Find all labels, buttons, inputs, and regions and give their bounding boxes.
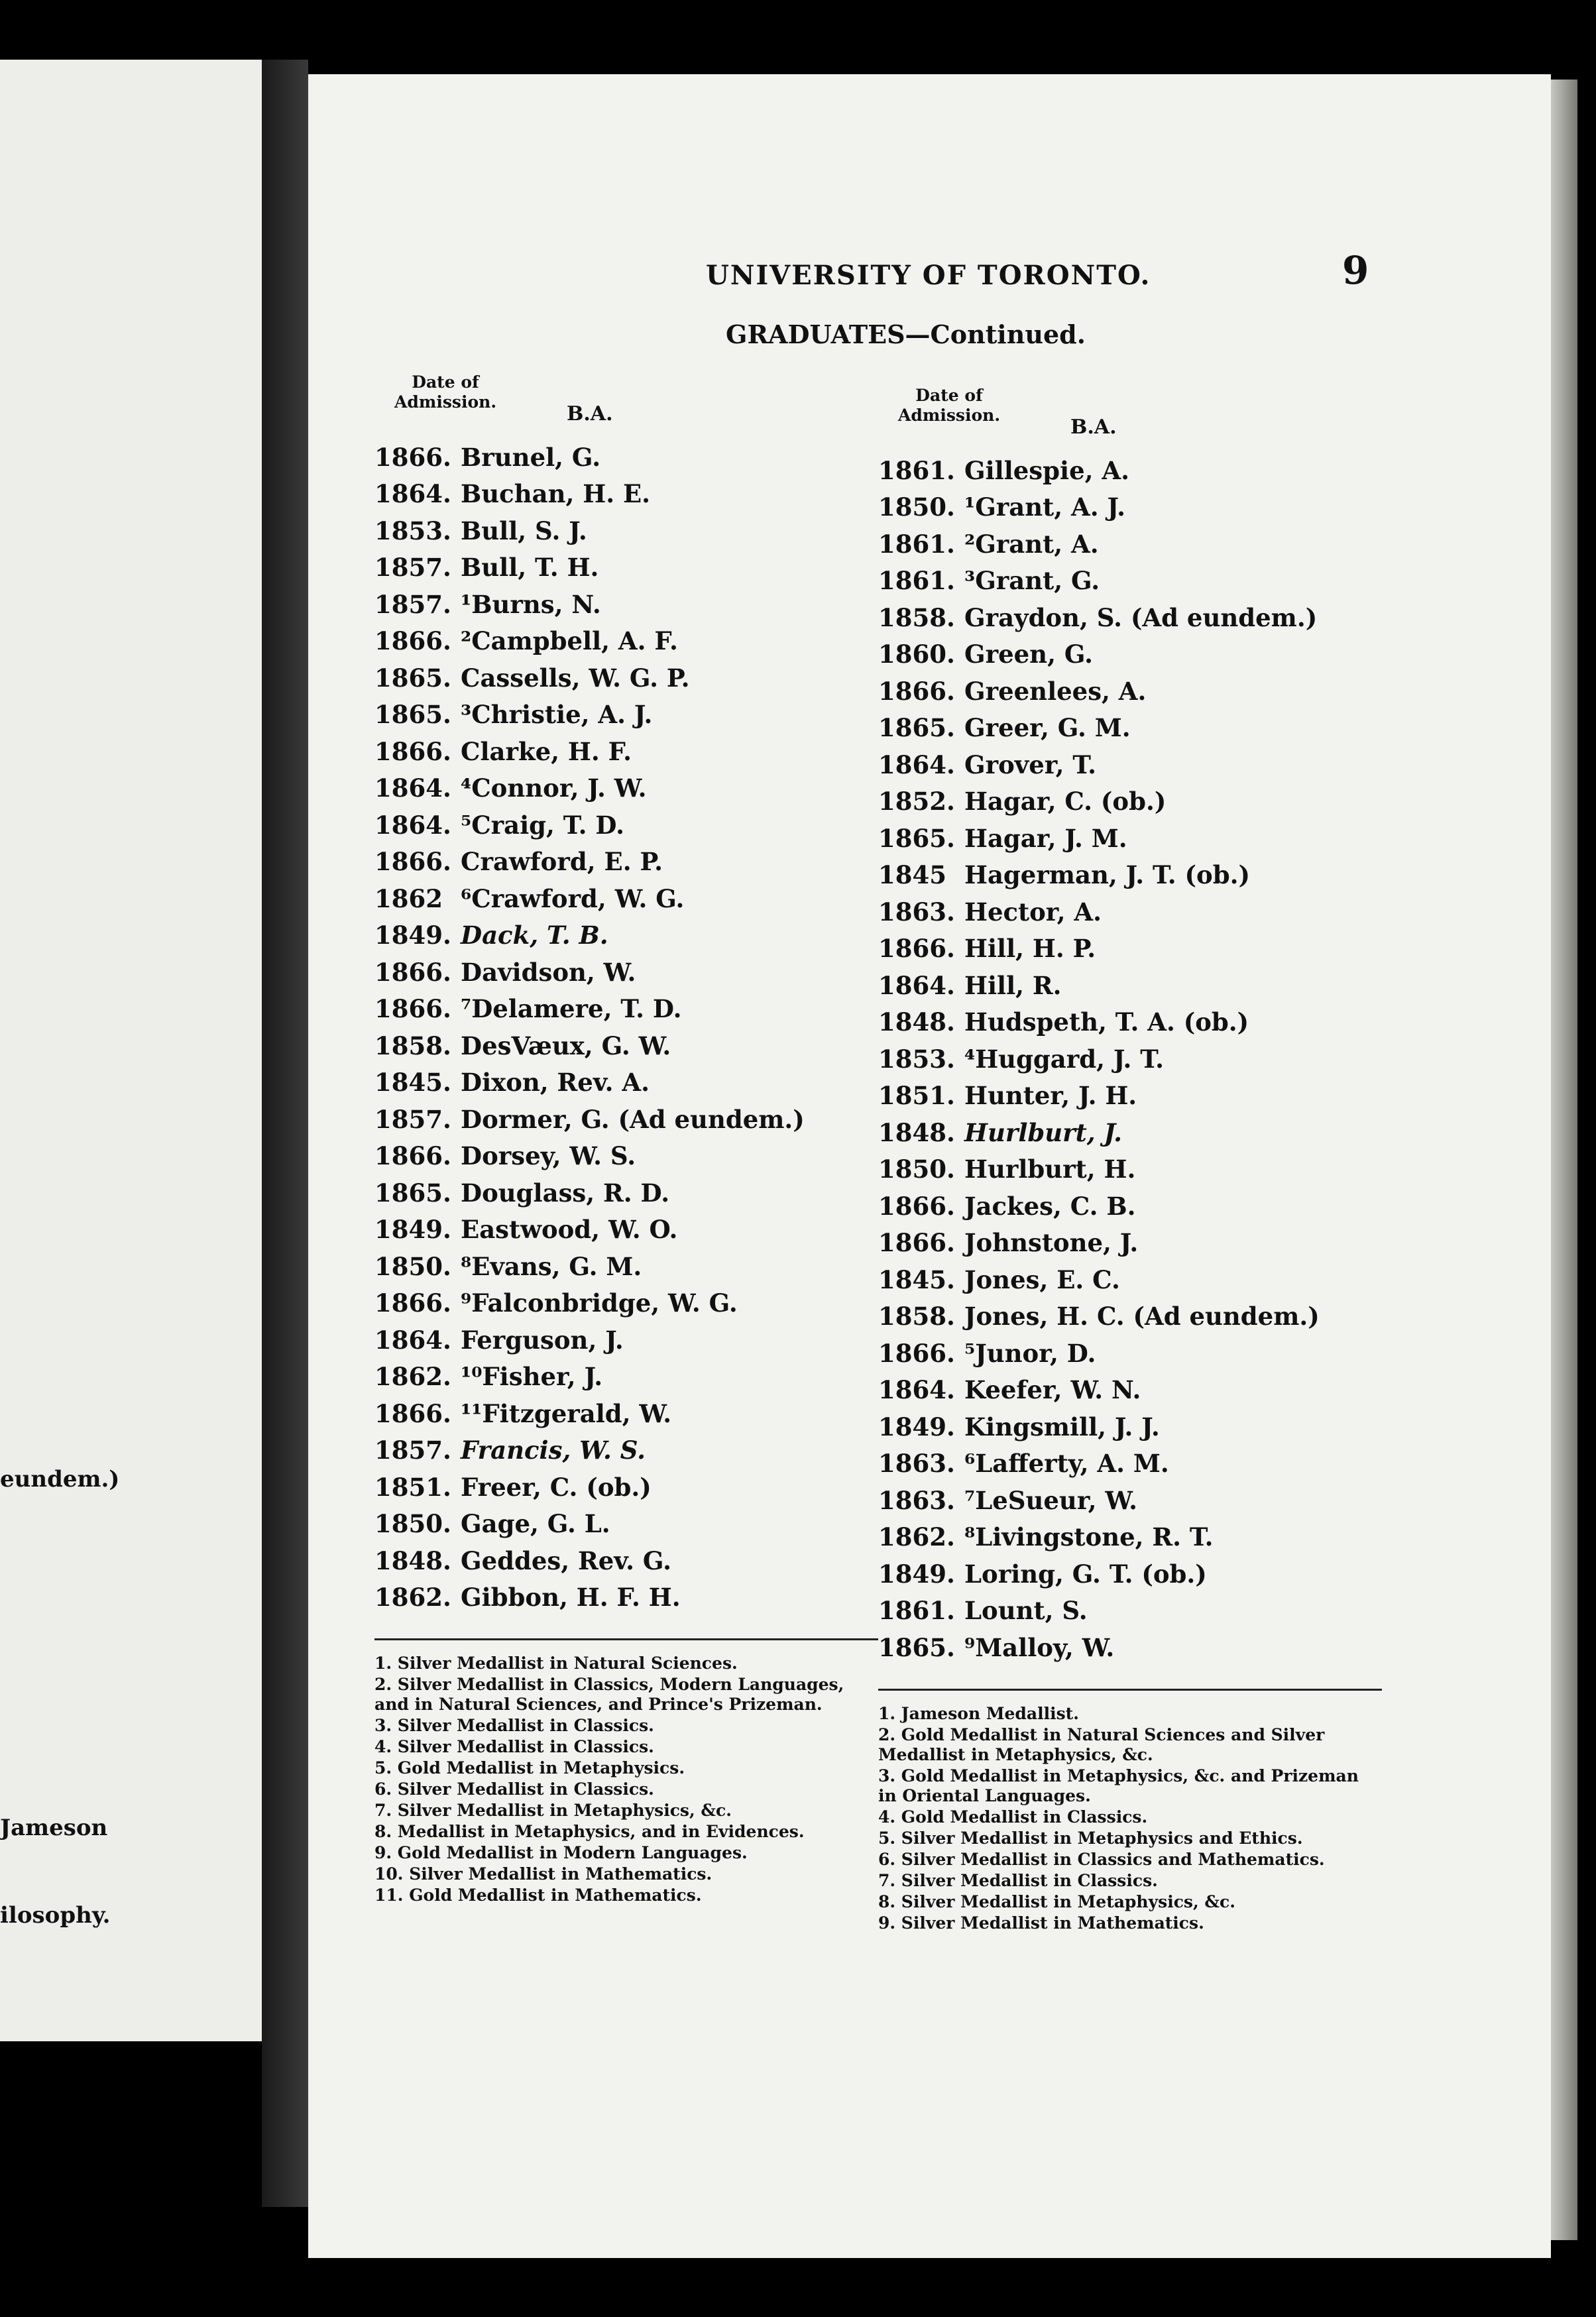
admission-year: 1866. (374, 957, 451, 987)
graduate-name: Eastwood, W. O. (461, 1215, 678, 1245)
graduate-name: ⁷Delamere, T. D. (461, 994, 682, 1024)
footnote: 5. Gold Medallist in Metaphysics. (374, 1758, 685, 1778)
graduate-entry (374, 991, 878, 1028)
graduate-entry (878, 489, 1382, 526)
graduate-entry (374, 1542, 878, 1579)
admission-year: 1865. (878, 823, 955, 853)
graduate-name: Ferguson, J. (461, 1325, 624, 1355)
graduate-entry (374, 439, 878, 476)
degree-header: B.A. (567, 402, 613, 425)
graduate-entry (878, 1593, 1382, 1630)
admission-year: 1866. (878, 1191, 955, 1221)
graduate-name: Brunel, G. (461, 442, 601, 472)
column-header (878, 386, 1382, 452)
graduate-entry (374, 1285, 878, 1322)
admission-year: 1864. (374, 773, 451, 803)
graduate-name: Greenlees, A. (964, 676, 1147, 706)
graduate-entry (374, 1212, 878, 1249)
footnote: 10. Silver Medallist in Mathematics. (374, 1864, 712, 1884)
graduate-name: Dorsey, W. S. (461, 1141, 636, 1171)
graduate-entry (374, 1101, 878, 1138)
graduate-entry (878, 1004, 1382, 1041)
graduate-name: ¹⁰Fisher, J. (461, 1362, 603, 1392)
admission-year: 1863. (878, 897, 955, 927)
graduate-entry (878, 820, 1382, 857)
footnote: 7. Silver Medallist in Metaphysics, &c. (374, 1801, 732, 1820)
admission-year: 1858. (374, 1031, 451, 1060)
graduate-entry (374, 549, 878, 587)
graduate-name: Grover, T. (964, 750, 1097, 779)
admission-year: 1857. (374, 1436, 451, 1465)
graduate-entry (374, 476, 878, 513)
admission-year: 1845. (374, 1068, 451, 1098)
admission-year: 1865. (374, 663, 451, 693)
graduate-entry (878, 1335, 1382, 1372)
graduate-entry (374, 954, 878, 991)
graduate-name: Freer, C. (ob.) (461, 1472, 652, 1502)
section-title: GRADUATES—Continued. (726, 319, 1086, 349)
graduate-name: ⁶Crawford, W. G. (461, 883, 685, 913)
admission-year: 1849. (878, 1412, 955, 1441)
graduate-name: ⁹Falconbridge, W. G. (461, 1288, 738, 1318)
graduate-name: Hagerman, J. T. (ob.) (964, 860, 1250, 890)
graduate-entry (374, 659, 878, 697)
graduate-list (878, 452, 1382, 1666)
graduate-entry (878, 1555, 1382, 1593)
graduate-entry (878, 931, 1382, 968)
admission-year: 1866. (878, 676, 955, 706)
graduate-entry (878, 967, 1382, 1004)
admission-year: 1862. (374, 1362, 451, 1392)
graduate-name: Hagar, C. (ob.) (964, 787, 1167, 817)
facing-page-fragment (0, 60, 262, 2041)
degree-header: B.A. (1070, 416, 1117, 439)
graduate-entry (878, 452, 1382, 489)
admission-year: 1864. (878, 970, 955, 1000)
graduate-name: Gage, G. L. (461, 1509, 610, 1539)
footnote: 6. Silver Medallist in Classics and Mathematics. (878, 1849, 1325, 1869)
admission-year: 1863. (878, 1449, 955, 1479)
graduate-name: Johnstone, J. (964, 1228, 1139, 1258)
graduate-entry (374, 512, 878, 549)
graduate-entry (878, 1482, 1382, 1519)
admission-year: 1853. (374, 516, 451, 545)
page-number: 9 (1342, 248, 1369, 293)
footnote: 3. Gold Medallist in Metaphysics, &c. and Prizeman in Oriental Languages. (878, 1766, 1359, 1805)
graduate-entry (374, 880, 878, 917)
graduate-name: Hagar, J. M. (964, 823, 1127, 853)
admission-year: 1864. (878, 750, 955, 779)
footnote: 8. Silver Medallist in Metaphysics, &c. (878, 1892, 1235, 1911)
graduate-name: ⁸Evans, G. M. (461, 1251, 642, 1281)
graduate-name: Douglass, R. D. (461, 1178, 670, 1208)
graduate-entry (878, 1114, 1382, 1151)
graduate-entry (374, 586, 878, 623)
admission-year: 1866. (374, 626, 451, 656)
graduate-name: Geddes, Rev. G. (461, 1546, 672, 1575)
column-header (374, 372, 878, 439)
graduate-name: Dormer, G. (Ad eundem.) (461, 1104, 805, 1134)
graduate-name: ³Christie, A. J. (461, 700, 653, 730)
graduate-name: Cassells, W. G. P. (461, 663, 690, 693)
page-header (308, 248, 1551, 301)
graduate-name: ¹Grant, A. J. (964, 492, 1126, 522)
graduates-column-left (374, 372, 878, 1922)
graduate-entry (374, 1469, 878, 1506)
admission-year: 1866. (374, 1288, 451, 1318)
graduate-entry (374, 1395, 878, 1432)
graduate-name: ¹¹Fitzgerald, W. (461, 1398, 672, 1428)
admission-year: 1857. (374, 589, 451, 619)
graduate-entry (878, 673, 1382, 710)
admission-year: 1858. (878, 1302, 955, 1331)
admission-year: 1862. (374, 1583, 451, 1612)
admission-year: 1866. (374, 847, 451, 877)
admission-year: 1866. (374, 736, 451, 766)
graduate-name: Greer, G. M. (964, 713, 1131, 743)
date-column-header: Date of Admission. (898, 386, 1001, 425)
footnote: 4. Gold Medallist in Classics. (878, 1807, 1148, 1827)
graduate-entry (878, 1298, 1382, 1335)
footnote: 6. Silver Medallist in Classics. (374, 1780, 654, 1799)
graduate-entry (878, 1372, 1382, 1409)
admission-year: 1853. (878, 1044, 955, 1074)
admission-year: 1848. (878, 1117, 955, 1147)
admission-year: 1864. (374, 810, 451, 840)
graduate-name: ⁷LeSueur, W. (964, 1485, 1138, 1515)
admission-year: 1863. (878, 1485, 955, 1515)
footnote: 1. Silver Medallist in Natural Sciences. (374, 1654, 738, 1673)
admission-year: 1866. (878, 934, 955, 964)
graduate-entry (374, 1432, 878, 1469)
admission-year: 1862 (374, 883, 443, 913)
admission-year: 1857. (374, 1104, 451, 1134)
graduate-entry (878, 1519, 1382, 1556)
graduate-name: Buchan, H. E. (461, 479, 651, 509)
graduate-name: Jones, H. C. (Ad eundem.) (964, 1302, 1320, 1331)
admission-year: 1866. (374, 1398, 451, 1428)
graduate-entry (878, 526, 1382, 563)
graduate-name: Hunter, J. H. (964, 1081, 1137, 1111)
admission-year: 1861. (878, 529, 955, 559)
graduate-name: ¹Burns, N. (461, 589, 601, 619)
admission-year: 1850. (878, 492, 955, 522)
graduate-entry (374, 1064, 878, 1102)
graduate-entry (878, 599, 1382, 636)
facing-page-text: Jameson (0, 1815, 108, 1841)
admission-year: 1850. (374, 1251, 451, 1281)
admission-year: 1865. (878, 713, 955, 743)
footnote: 4. Silver Medallist in Classics. (374, 1737, 654, 1756)
graduate-name: Hill, R. (964, 970, 1062, 1000)
graduate-entry (374, 697, 878, 734)
graduate-name: Hurlburt, H. (964, 1155, 1136, 1184)
graduate-entry (374, 917, 878, 954)
footnote: 7. Silver Medallist in Classics. (878, 1870, 1158, 1890)
graduate-name: Bull, T. H. (461, 553, 599, 583)
facing-page-text: ilosophy. (0, 1902, 111, 1929)
graduate-name: ⁵Junor, D. (964, 1338, 1096, 1368)
graduate-name: Gibbon, H. F. H. (461, 1583, 681, 1612)
graduate-name: ⁹Malloy, W. (964, 1632, 1115, 1662)
admission-year: 1848. (374, 1546, 451, 1575)
admission-year: 1851. (374, 1472, 451, 1502)
graduate-entry (374, 1359, 878, 1396)
admission-year: 1845 (878, 860, 946, 890)
admission-year: 1858. (878, 602, 955, 632)
graduate-name: Jackes, C. B. (964, 1191, 1136, 1221)
footnote: 9. Gold Medallist in Modern Languages. (374, 1843, 748, 1862)
graduate-entry (878, 1408, 1382, 1445)
graduate-name: Lount, S. (964, 1596, 1088, 1626)
admission-year: 1866. (374, 1141, 451, 1171)
graduate-entry (878, 1629, 1382, 1666)
graduate-name: Gillespie, A. (964, 455, 1129, 485)
graduate-list (374, 439, 878, 1616)
graduate-entry (374, 1174, 878, 1212)
graduate-entry (878, 857, 1382, 894)
graduate-entry (878, 1041, 1382, 1078)
graduate-name: Loring, G. T. (ob.) (964, 1559, 1207, 1589)
page-edge (1551, 80, 1577, 2240)
footnote: 11. Gold Medallist in Mathematics. (374, 1886, 702, 1905)
admission-year: 1861. (878, 1596, 955, 1626)
admission-year: 1861. (878, 566, 955, 596)
graduate-entry (374, 1027, 878, 1064)
graduate-entry (374, 623, 878, 660)
graduate-entry (374, 1579, 878, 1616)
graduate-entry (878, 1225, 1382, 1262)
graduate-entry (374, 1248, 878, 1285)
graduate-entry (878, 1078, 1382, 1115)
admission-year: 1864. (878, 1375, 955, 1405)
admission-year: 1862. (878, 1522, 955, 1552)
footnotes (374, 1638, 878, 1905)
footnote: 2. Gold Medallist in Natural Sciences and Silver Medallist in Metaphysics, &c. (878, 1724, 1325, 1764)
graduate-name: ⁵Craig, T. D. (461, 810, 624, 840)
graduate-entry (374, 807, 878, 844)
graduate-entry (374, 1138, 878, 1175)
graduate-name: Crawford, E. P. (461, 847, 663, 877)
graduate-entry (878, 710, 1382, 747)
graduate-name: ⁸Livingstone, R. T. (964, 1522, 1214, 1552)
admission-year: 1864. (374, 479, 451, 509)
admission-year: 1850. (878, 1155, 955, 1184)
graduate-name: ³Grant, G. (964, 566, 1100, 596)
footnote: 8. Medallist in Metaphysics, and in Evidences. (374, 1822, 805, 1841)
footnote: 2. Silver Medallist in Classics, Modern Languages, and in Natural Sciences, and Prince's Prizeman. (374, 1675, 844, 1714)
date-column-header: Date of Admission. (394, 372, 497, 412)
graduate-name: Green, G. (964, 640, 1093, 669)
facing-page-text: eundem.) (0, 1466, 120, 1493)
admission-year: 1849. (878, 1559, 955, 1589)
footnote: 3. Silver Medallist in Classics. (374, 1716, 654, 1735)
graduate-entry (878, 783, 1382, 820)
graduate-name: Dack, T. B. (461, 921, 608, 950)
graduate-entry (878, 1261, 1382, 1298)
admission-year: 1849. (374, 1215, 451, 1245)
graduate-name: Jones, E. C. (964, 1265, 1120, 1294)
admission-year: 1865. (878, 1632, 955, 1662)
graduate-name: Hurlburt, J. (964, 1117, 1123, 1147)
graduate-entry (374, 770, 878, 807)
admission-year: 1850. (374, 1509, 451, 1539)
graduate-name: Hill, H. P. (964, 934, 1096, 964)
admission-year: 1860. (878, 640, 955, 669)
graduate-name: Hudspeth, T. A. (ob.) (964, 1007, 1249, 1037)
graduate-name: Keefer, W. N. (964, 1375, 1141, 1405)
admission-year: 1865. (374, 700, 451, 730)
graduate-entry (374, 844, 878, 881)
admission-year: 1857. (374, 553, 451, 583)
admission-year: 1865. (374, 1178, 451, 1208)
admission-year: 1851. (878, 1081, 955, 1111)
graduate-name: ⁴Connor, J. W. (461, 773, 647, 803)
admission-year: 1866. (878, 1228, 955, 1258)
graduate-entry (878, 893, 1382, 931)
graduate-entry (878, 636, 1382, 673)
graduate-name: Hector, A. (964, 897, 1102, 927)
admission-year: 1848. (878, 1007, 955, 1037)
graduate-entry (878, 1151, 1382, 1188)
graduate-name: Bull, S. J. (461, 516, 587, 545)
graduate-name: DesVæux, G. W. (461, 1031, 671, 1060)
graduates-column-right (878, 386, 1382, 1950)
graduate-entry (878, 1445, 1382, 1483)
footnote: 9. Silver Medallist in Mathematics. (878, 1913, 1204, 1933)
graduate-entry (374, 733, 878, 770)
graduate-name: Graydon, S. (Ad eundem.) (964, 602, 1318, 632)
graduate-name: Kingsmill, J. J. (964, 1412, 1160, 1441)
admission-year: 1849. (374, 921, 451, 950)
graduate-name: Francis, W. S. (461, 1436, 646, 1465)
footnote: 5. Silver Medallist in Metaphysics and Ethics. (878, 1828, 1303, 1848)
graduate-entry (878, 563, 1382, 600)
admission-year: 1864. (374, 1325, 451, 1355)
graduate-name: Clarke, H. F. (461, 736, 632, 766)
admission-year: 1866. (374, 442, 451, 472)
document-page (308, 74, 1551, 2258)
graduate-name: Dixon, Rev. A. (461, 1068, 650, 1098)
admission-year: 1852. (878, 787, 955, 817)
admission-year: 1845. (878, 1265, 955, 1294)
graduate-name: ²Grant, A. (964, 529, 1099, 559)
graduate-entry (878, 746, 1382, 783)
footnote: 1. Jameson Medallist. (878, 1703, 1079, 1723)
graduate-entry (374, 1322, 878, 1359)
admission-year: 1866. (374, 994, 451, 1024)
graduate-name: ⁶Lafferty, A. M. (964, 1449, 1169, 1479)
graduate-name: ⁴Huggard, J. T. (964, 1044, 1164, 1074)
running-head: UNIVERSITY OF TORONTO. (706, 260, 1151, 291)
admission-year: 1866. (878, 1338, 955, 1368)
book-spine (262, 60, 308, 2207)
graduate-name: Davidson, W. (461, 957, 636, 987)
graduate-entry (878, 1188, 1382, 1225)
admission-year: 1861. (878, 455, 955, 485)
graduate-entry (374, 1506, 878, 1543)
graduate-name: ²Campbell, A. F. (461, 626, 678, 656)
footnotes (878, 1689, 1382, 1933)
